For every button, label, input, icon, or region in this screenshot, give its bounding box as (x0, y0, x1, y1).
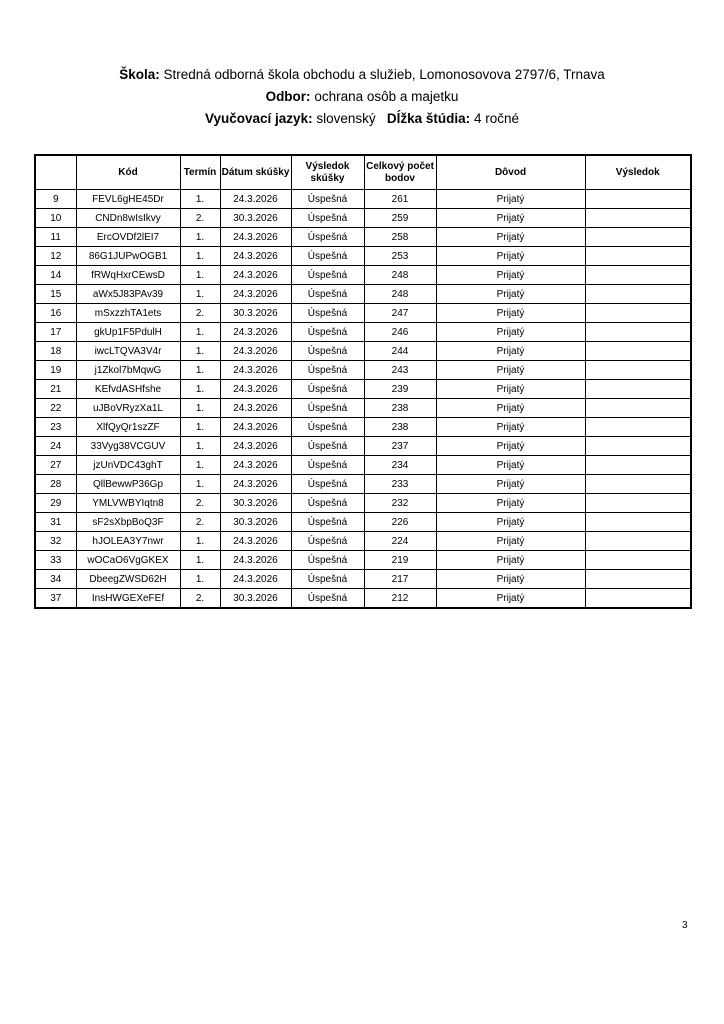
table-cell: 28 (35, 475, 76, 494)
table-cell: Prijatý (436, 190, 585, 209)
table-cell: 33 (35, 551, 76, 570)
table-cell: 1. (180, 323, 220, 342)
table-cell (585, 494, 691, 513)
table-cell: 24.3.2026 (220, 399, 291, 418)
table-row (35, 209, 691, 228)
table-cell (585, 228, 691, 247)
table-cell: YMLVWBYIqtn8 (76, 494, 180, 513)
table-header (35, 155, 691, 190)
table-cell (585, 513, 691, 532)
table-cell: 1. (180, 228, 220, 247)
table-row (35, 380, 691, 399)
table-cell: 1. (180, 266, 220, 285)
table-cell: 24.3.2026 (220, 285, 291, 304)
table-cell: 1. (180, 551, 220, 570)
table-cell: 1. (180, 190, 220, 209)
language-value: slovenský (316, 111, 376, 126)
table-row (35, 361, 691, 380)
table-cell: Úspešná (291, 475, 364, 494)
table-cell (585, 247, 691, 266)
table-cell: Prijatý (436, 342, 585, 361)
field-line (0, 89, 724, 104)
table-row (35, 266, 691, 285)
table-cell (585, 399, 691, 418)
table-cell: 34 (35, 570, 76, 589)
table-cell: 244 (364, 342, 436, 361)
table-cell: 1. (180, 361, 220, 380)
table-cell: Úspešná (291, 209, 364, 228)
table-cell: 253 (364, 247, 436, 266)
table-row (35, 190, 691, 209)
column-header (35, 155, 76, 190)
table-cell: 2. (180, 589, 220, 609)
table-cell: Prijatý (436, 570, 585, 589)
table-cell: Prijatý (436, 323, 585, 342)
table-cell: 238 (364, 399, 436, 418)
table-cell: 24.3.2026 (220, 532, 291, 551)
table-cell: Prijatý (436, 589, 585, 609)
table-cell: 24.3.2026 (220, 228, 291, 247)
table-cell (585, 323, 691, 342)
column-header: Výsledok (585, 155, 691, 190)
table-row (35, 285, 691, 304)
table-cell: 24.3.2026 (220, 437, 291, 456)
table-cell: Úspešná (291, 551, 364, 570)
table-cell: Prijatý (436, 475, 585, 494)
table-cell: 219 (364, 551, 436, 570)
table-cell: ErcOVDf2lEI7 (76, 228, 180, 247)
table-cell: 24.3.2026 (220, 570, 291, 589)
table-cell: Úspešná (291, 361, 364, 380)
table-row (35, 551, 691, 570)
table-cell: 1. (180, 475, 220, 494)
table-cell: Úspešná (291, 456, 364, 475)
column-header: Dôvod (436, 155, 585, 190)
table-cell: 238 (364, 418, 436, 437)
table-cell: 16 (35, 304, 76, 323)
table-row (35, 589, 691, 609)
table-cell: 30.3.2026 (220, 304, 291, 323)
table-cell: uJBoVRyzXa1L (76, 399, 180, 418)
table-cell: 224 (364, 532, 436, 551)
table-cell: 233 (364, 475, 436, 494)
table-row (35, 418, 691, 437)
table-cell: wOCaO6VgGKEX (76, 551, 180, 570)
table-cell: 24.3.2026 (220, 342, 291, 361)
field-label: Odbor: (265, 89, 311, 104)
column-header: Celkový počet bodov (364, 155, 436, 190)
table-cell: Úspešná (291, 342, 364, 361)
table-cell: 21 (35, 380, 76, 399)
table-cell: Úspešná (291, 380, 364, 399)
table-cell: 1. (180, 418, 220, 437)
column-header: Termín (180, 155, 220, 190)
table-cell: aWx5J83PAv39 (76, 285, 180, 304)
table-cell: CNDn8wIsIkvy (76, 209, 180, 228)
table-cell (585, 190, 691, 209)
table-cell: 217 (364, 570, 436, 589)
table-cell: 17 (35, 323, 76, 342)
table-cell: 1. (180, 342, 220, 361)
table-cell: 1. (180, 247, 220, 266)
table-cell (585, 456, 691, 475)
table-cell: Prijatý (436, 361, 585, 380)
table-cell: KEfvdASHfshe (76, 380, 180, 399)
table-cell: 24.3.2026 (220, 323, 291, 342)
column-header: Dátum skúšky (220, 155, 291, 190)
table-cell: DbeegZWSD62H (76, 570, 180, 589)
table-cell: Prijatý (436, 494, 585, 513)
table-row (35, 532, 691, 551)
duration-label: Dĺžka štúdia: (386, 111, 471, 126)
table-cell: 24.3.2026 (220, 266, 291, 285)
table-cell: 14 (35, 266, 76, 285)
table-cell: Prijatý (436, 285, 585, 304)
table-cell: XlfQyQr1szZF (76, 418, 180, 437)
table-cell: 9 (35, 190, 76, 209)
table-cell: 237 (364, 437, 436, 456)
table-cell (585, 285, 691, 304)
table-cell: Úspešná (291, 589, 364, 609)
school-line (0, 67, 724, 82)
table-cell: 247 (364, 304, 436, 323)
table-cell: 24.3.2026 (220, 247, 291, 266)
table-cell: 32 (35, 532, 76, 551)
table-cell: Úspešná (291, 437, 364, 456)
table-row (35, 247, 691, 266)
table-cell: Prijatý (436, 399, 585, 418)
table-cell: 248 (364, 285, 436, 304)
table-cell: 18 (35, 342, 76, 361)
table-cell: FEVL6gHE45Dr (76, 190, 180, 209)
table-cell: 1. (180, 437, 220, 456)
table-cell: 24.3.2026 (220, 361, 291, 380)
table-cell: Úspešná (291, 532, 364, 551)
table-cell: 86G1JUPwOGB1 (76, 247, 180, 266)
table-row (35, 513, 691, 532)
table-cell (585, 437, 691, 456)
table-cell (585, 342, 691, 361)
table-cell: 37 (35, 589, 76, 609)
table-cell: gkUp1F5PdulH (76, 323, 180, 342)
table-cell: 30.3.2026 (220, 513, 291, 532)
table-cell: Úspešná (291, 494, 364, 513)
table-cell: 1. (180, 456, 220, 475)
table-cell: Úspešná (291, 418, 364, 437)
table-cell (585, 209, 691, 228)
table-cell (585, 532, 691, 551)
table-cell: 24.3.2026 (220, 418, 291, 437)
table-cell: j1Zkol7bMqwG (76, 361, 180, 380)
table-cell (585, 589, 691, 609)
table-cell: Prijatý (436, 418, 585, 437)
table-cell: Prijatý (436, 551, 585, 570)
table-cell: Úspešná (291, 399, 364, 418)
table-cell: 2. (180, 513, 220, 532)
table-cell: 258 (364, 228, 436, 247)
table-row (35, 437, 691, 456)
table-cell: 10 (35, 209, 76, 228)
results-table (34, 154, 692, 609)
table-cell: Prijatý (436, 247, 585, 266)
table-cell: 30.3.2026 (220, 589, 291, 609)
table-cell: InsHWGEXeFEf (76, 589, 180, 609)
table-cell: 24.3.2026 (220, 380, 291, 399)
table-row (35, 475, 691, 494)
table-cell: QllBewwP36Gp (76, 475, 180, 494)
table-cell: Úspešná (291, 570, 364, 589)
table-cell (585, 266, 691, 285)
table-cell (585, 475, 691, 494)
table-cell: 212 (364, 589, 436, 609)
table-cell: 248 (364, 266, 436, 285)
table-cell: 2. (180, 494, 220, 513)
table-cell (585, 380, 691, 399)
table-row (35, 399, 691, 418)
table-cell: hJOLEA3Y7nwr (76, 532, 180, 551)
table-cell: mSxzzhTA1ets (76, 304, 180, 323)
table-cell: Prijatý (436, 380, 585, 399)
table-cell: 23 (35, 418, 76, 437)
table-cell: Úspešná (291, 247, 364, 266)
school-value: Stredná odborná škola obchodu a služieb, Lomonosovova 2797/6, Trnava (163, 67, 605, 82)
school-label: Škola: (119, 67, 160, 82)
table-cell: 1. (180, 380, 220, 399)
table-cell: Prijatý (436, 513, 585, 532)
table-body (35, 190, 691, 609)
table-cell: 2. (180, 304, 220, 323)
table-cell: fRWqHxrCEwsD (76, 266, 180, 285)
table-cell: Prijatý (436, 209, 585, 228)
table-cell: Úspešná (291, 228, 364, 247)
page-number: 3 (682, 920, 688, 931)
table-cell: 24 (35, 437, 76, 456)
table-cell: 24.3.2026 (220, 475, 291, 494)
field-value: ochrana osôb a majetku (314, 89, 459, 104)
table-cell: Úspešná (291, 513, 364, 532)
table-cell (585, 361, 691, 380)
table-cell: 30.3.2026 (220, 209, 291, 228)
table-cell: 246 (364, 323, 436, 342)
table-cell: Prijatý (436, 266, 585, 285)
table-cell: 1. (180, 399, 220, 418)
table-cell: 30.3.2026 (220, 494, 291, 513)
table-cell: 1. (180, 570, 220, 589)
table-cell: 243 (364, 361, 436, 380)
table-cell: Úspešná (291, 304, 364, 323)
table-cell: 24.3.2026 (220, 190, 291, 209)
table-cell (585, 418, 691, 437)
table-cell: sF2sXbpBoQ3F (76, 513, 180, 532)
table-cell: 33Vyg38VCGUV (76, 437, 180, 456)
column-header: Kód (76, 155, 180, 190)
table-cell: 19 (35, 361, 76, 380)
table-cell: 259 (364, 209, 436, 228)
table-cell: 24.3.2026 (220, 456, 291, 475)
table-cell: 11 (35, 228, 76, 247)
table-row (35, 228, 691, 247)
table-cell: Prijatý (436, 456, 585, 475)
table-cell (585, 304, 691, 323)
table-cell (585, 551, 691, 570)
table-cell: Prijatý (436, 304, 585, 323)
table-cell: 24.3.2026 (220, 551, 291, 570)
table-cell: Úspešná (291, 266, 364, 285)
table-cell: 27 (35, 456, 76, 475)
table-cell: 239 (364, 380, 436, 399)
table-cell: 1. (180, 285, 220, 304)
duration-value: 4 ročné (473, 111, 519, 126)
table-cell: jzUnVDC43ghT (76, 456, 180, 475)
table-cell (585, 570, 691, 589)
language-duration-line (0, 111, 724, 126)
table-cell: Prijatý (436, 437, 585, 456)
table-cell: Prijatý (436, 532, 585, 551)
table-cell: iwcLTQVA3V4r (76, 342, 180, 361)
table-cell: 15 (35, 285, 76, 304)
table-cell: Úspešná (291, 323, 364, 342)
table-cell: 261 (364, 190, 436, 209)
language-label: Vyučovací jazyk: (205, 111, 313, 126)
table-cell: Prijatý (436, 228, 585, 247)
table-row (35, 456, 691, 475)
table-cell: 2. (180, 209, 220, 228)
table-row (35, 323, 691, 342)
table-cell: 22 (35, 399, 76, 418)
table-row (35, 570, 691, 589)
column-header: Výsledok skúšky (291, 155, 364, 190)
table-row (35, 342, 691, 361)
header-row (35, 155, 691, 190)
table-cell: Úspešná (291, 285, 364, 304)
table-cell: 234 (364, 456, 436, 475)
table-cell: 12 (35, 247, 76, 266)
table-cell: 226 (364, 513, 436, 532)
table-cell: 29 (35, 494, 76, 513)
table-row (35, 494, 691, 513)
table-cell: 1. (180, 532, 220, 551)
table-cell: 31 (35, 513, 76, 532)
table-row (35, 304, 691, 323)
table-cell: 232 (364, 494, 436, 513)
table-cell: Úspešná (291, 190, 364, 209)
